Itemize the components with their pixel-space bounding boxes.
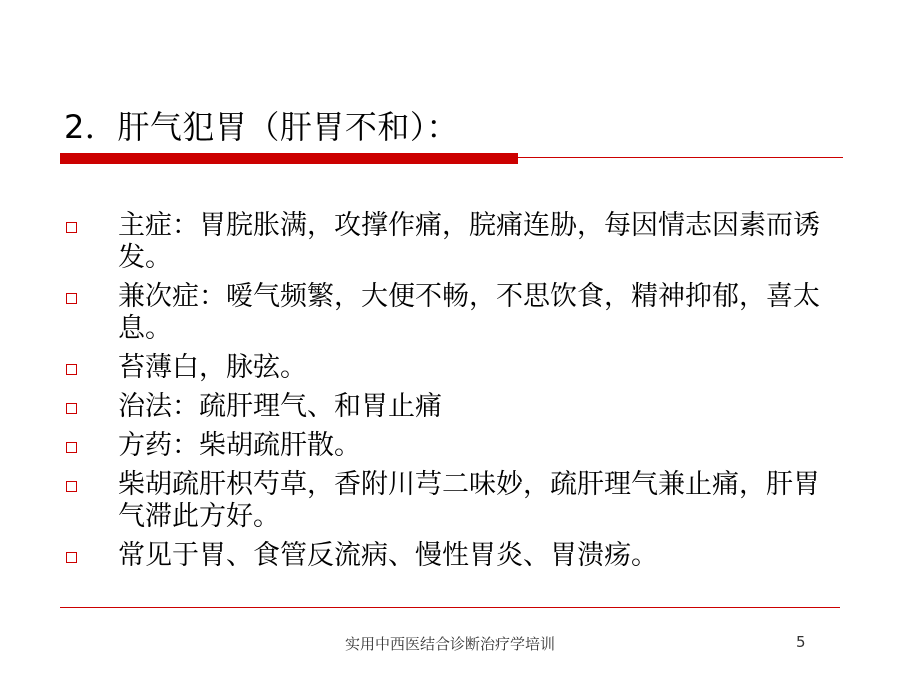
bullet-item <box>66 540 826 572</box>
hollow-square-bullet-icon <box>66 442 77 453</box>
bullet-list <box>66 210 826 579</box>
hollow-square-bullet-icon <box>66 222 77 233</box>
hollow-square-bullet-icon <box>66 481 77 492</box>
bullet-text: 治法：疏肝理气、和胃止痛 <box>118 391 442 422</box>
title-underline-bar <box>60 153 518 164</box>
bullet-text: 主症：胃脘胀满，攻撑作痛，脘痛连胁，每因情志因素而诱发。 <box>118 210 820 273</box>
slide-title: 2．肝气犯胃（肝胃不和）： <box>64 108 459 146</box>
page-number: 5 <box>796 633 806 651</box>
bullet-item <box>66 281 826 345</box>
bullet-item <box>66 352 826 384</box>
hollow-square-bullet-icon <box>66 403 77 414</box>
footer-text: 实用中西医结合诊断治疗学培训 <box>344 635 555 653</box>
hollow-square-bullet-icon <box>66 364 77 375</box>
bullet-item <box>66 210 826 274</box>
bullet-text: 常见于胃、食管反流病、慢性胃炎、胃溃疡。 <box>118 540 658 571</box>
footer-divider <box>60 607 840 608</box>
bullet-item <box>66 430 826 462</box>
title-underline-line <box>518 157 843 158</box>
hollow-square-bullet-icon <box>66 552 77 563</box>
hollow-square-bullet-icon <box>66 293 77 304</box>
bullet-text: 兼次症：嗳气频繁，大便不畅，不思饮食，精神抑郁，喜太息。 <box>118 281 820 344</box>
bullet-item <box>66 391 826 423</box>
bullet-text: 方药：柴胡疏肝散。 <box>118 430 361 461</box>
bullet-text: 苔薄白，脉弦。 <box>118 352 307 383</box>
bullet-text: 柴胡疏肝枳芍草，香附川芎二味妙，疏肝理气兼止痛，肝胃气滞此方好。 <box>118 469 820 532</box>
bullet-item <box>66 469 826 533</box>
